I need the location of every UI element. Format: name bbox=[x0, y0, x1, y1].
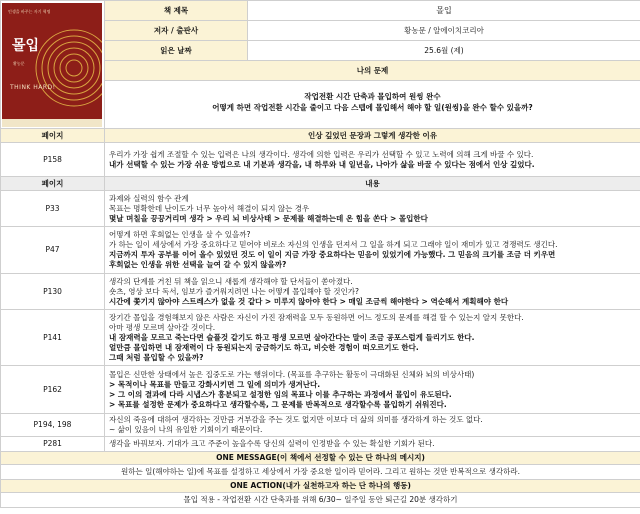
problem-line: 작업전환 시간 단축과 몰입하여 원씽 완수 bbox=[304, 92, 441, 101]
row-page: P130 bbox=[1, 274, 105, 310]
reason-page: P158 bbox=[1, 143, 105, 177]
content-line: 몇날 며칠을 끙끙거리며 생각 > 우리 뇌 비상사태 > 문제를 해결하는데 온 힘을 쏜다 > 몰입한다 bbox=[109, 213, 428, 223]
book-cover-image bbox=[2, 3, 102, 127]
table-row bbox=[1, 437, 640, 452]
problem-header: 나의 문제 bbox=[105, 61, 640, 81]
row-page: P47 bbox=[1, 227, 105, 274]
cover-title: 몰입 bbox=[12, 38, 40, 54]
row-page: P162 bbox=[1, 366, 105, 414]
problem-text bbox=[105, 81, 640, 113]
table-row bbox=[1, 274, 640, 310]
content-line: 자신의 죽음에 대하여 생각하는 것만큼 거부감을 주는 것도 없지만 이보다 더 삶의 의미를 생각하게 하는 것도 없다. bbox=[109, 415, 483, 424]
row-page: P33 bbox=[1, 191, 105, 227]
content-line: 생각을 바꿔보자. 기대가 크고 주준이 높을수록 당신의 실력이 인정받을 수 있는 확실한 기회가 된다. bbox=[109, 439, 435, 448]
content-line: > 그 이의 결과에 다라 시냅스가 흥분되고 설정한 임의 목표나 이를 추구하는 과정에서 몰입이 유도된다. bbox=[109, 389, 452, 399]
cover-english-title: THINK HARD! bbox=[10, 84, 56, 91]
row-content bbox=[105, 274, 640, 310]
reason-content bbox=[105, 143, 640, 177]
row-content bbox=[105, 227, 640, 274]
content-line: 생각의 단계를 거친 뒤 책을 읽으니 새롭게 생각해야 할 단서들이 쏟아졌다. bbox=[109, 276, 353, 286]
content-page-header: 페이지 bbox=[1, 177, 105, 191]
date-value: 25.6월 (제) bbox=[248, 41, 640, 61]
table-row bbox=[1, 227, 640, 274]
content-line: 숏츠, 영상 보다 독서, 임보가 즐거워지려면 나는 어떻게 몰입해야 할 것인가? bbox=[109, 286, 359, 296]
reason-content-header: 인상 깊었던 문장과 그렇게 생각한 이유 bbox=[105, 129, 640, 143]
content-line: 어떻게 하면 후회없는 인생을 살 수 있을까? bbox=[109, 230, 251, 239]
title-value: 몰입 bbox=[248, 1, 640, 21]
content-line: 후회없는 인생을 위한 선택을 늘여 갈 수 있지 않을까? bbox=[109, 260, 287, 269]
row-content bbox=[105, 310, 640, 366]
problem-line: 어떻게 하면 작업전환 시간을 줄이고 다음 스텝에 몰입해서 해야 할 일(원씽)을 완수 할수 있을까? bbox=[212, 103, 533, 112]
content-line: 시간에 쫓기지 않아야 스트레스가 없을 것 같다 > 미루지 않아야 한다 > 매일 조금씩 해야한다 > 역순해서 계획해야 한다 bbox=[109, 296, 509, 306]
content-line: 과제와 실력의 함수 관계 bbox=[109, 193, 189, 203]
table-row bbox=[1, 310, 640, 366]
content-line: 몰입은 신만한 상태에서 높은 집중도로 가는 행위이다. (목표를 추구하는 활동이 극대화된 신체와 뇌의 비상사태) bbox=[109, 369, 475, 379]
content-line: 아마 평생 모르며 살아갈 것이다. bbox=[109, 322, 216, 332]
one-message-text: 원하는 일(해야하는 일)에 목표를 설정하고 세상에서 가장 중요한 일이라 믿어라. 그리고 원하는 것만 반복적으로 생각하라. bbox=[1, 465, 640, 480]
content-line: 얼만큼 몰입하면 내 잠재력이 다 동원되는지 궁금하기도 하고, 비슷한 경험이 떠오르기도 한다. bbox=[109, 342, 419, 352]
date-label: 읽은 날짜 bbox=[105, 41, 248, 61]
one-action-header: ONE ACTION(내가 실천하고자 하는 단 하나의 행동) bbox=[1, 480, 640, 493]
book-cover-cell bbox=[1, 1, 105, 129]
table-row bbox=[1, 191, 640, 227]
content-line: 내가 선택할 수 있는 가장 쉬운 방법으로 내 기분과 생각을, 내 하루와 내 일년을, 나아가 삶을 바꿀 수 있다는 점에서 인상 깊었다. bbox=[109, 159, 535, 169]
row-page: P141 bbox=[1, 310, 105, 366]
content-line: 장기간 몰입을 경험해보지 않은 사람은 자신이 가진 잠재력을 모두 동원하면 어느 정도의 문제를 해결 할 수 있는지 알지 못한다. bbox=[109, 312, 524, 322]
cover-subtitle: 인생을 바꾸는 자기 혁명 bbox=[8, 9, 51, 14]
content-line: ~ 삶이 있음이 나의 유일한 기회이기 때문이다. bbox=[109, 425, 263, 434]
row-content bbox=[105, 366, 640, 414]
one-message-header: ONE MESSAGE(이 책에서 선정할 수 있는 단 하나의 메시지) bbox=[1, 452, 640, 465]
row-content bbox=[105, 414, 640, 437]
content-line: 우리가 가장 쉽게 조절할 수 있는 입력은 나의 생각이다. 생각에 의한 입력은 우리가 선택할 수 있고 노력에 의해 크게 바꿀 수 있다. bbox=[109, 149, 534, 159]
content-line: > 목표를 설정한 문제가 중요하다고 생각할수록, 그 문제를 반복적으로 생각할수록 몰입하기 쉬워진다. bbox=[109, 399, 447, 409]
cover-author: 황농문 bbox=[13, 61, 25, 66]
row-page: P194, 198 bbox=[1, 414, 105, 437]
content-line: 가 하는 일이 세상에서 가장 중요하다고 믿어야 비로소 자신의 인생을 던져서 그 일을 하게 되고 그래야 일이 재미가 있고 경쟁력도 생긴다. bbox=[109, 240, 558, 249]
author-label: 저자 / 출판사 bbox=[105, 21, 248, 41]
row-content bbox=[105, 437, 640, 452]
one-action-text: 몰입 적용 - 작업전환 시간 단축과를 위해 6/30~ 일주일 동안 퇴근길 20분 생각하기 bbox=[1, 493, 640, 508]
row-page: P281 bbox=[1, 437, 105, 452]
reason-page-header: 페이지 bbox=[1, 129, 105, 143]
content-line: 그때 처럼 몰입할 수 있을까? bbox=[109, 352, 204, 362]
table-row bbox=[1, 414, 640, 437]
title-label: 책 제목 bbox=[105, 1, 248, 21]
author-value: 황농문 / 알에이치코리아 bbox=[248, 21, 640, 41]
table-row bbox=[1, 366, 640, 414]
content-line: 목표는 명확한데 난이도가 너무 높아서 해결이 되지 않는 경우 bbox=[109, 203, 310, 213]
content-line: > 목적이나 목표를 만들고 강화시키면 그 일에 의미가 생겨난다. bbox=[109, 379, 321, 389]
content-header: 내용 bbox=[105, 177, 640, 191]
content-line: 지금까지 투자 공부를 이어 올수 있었던 것도 이 일이 지금 가장 중요하다는 믿음이 있었기에 가능했다. 그 믿음의 크기를 조금 더 키우면 bbox=[109, 250, 556, 259]
problem-section bbox=[105, 61, 640, 129]
cover-rings-graphic bbox=[32, 23, 102, 113]
content-line: 내 잠재력을 모르고 죽는다면 슬플것 같기도 하고 평생 모르면 살아간다는 말이 조금 공포스럽게 들리기도 한다. bbox=[109, 332, 475, 342]
row-content bbox=[105, 191, 640, 227]
